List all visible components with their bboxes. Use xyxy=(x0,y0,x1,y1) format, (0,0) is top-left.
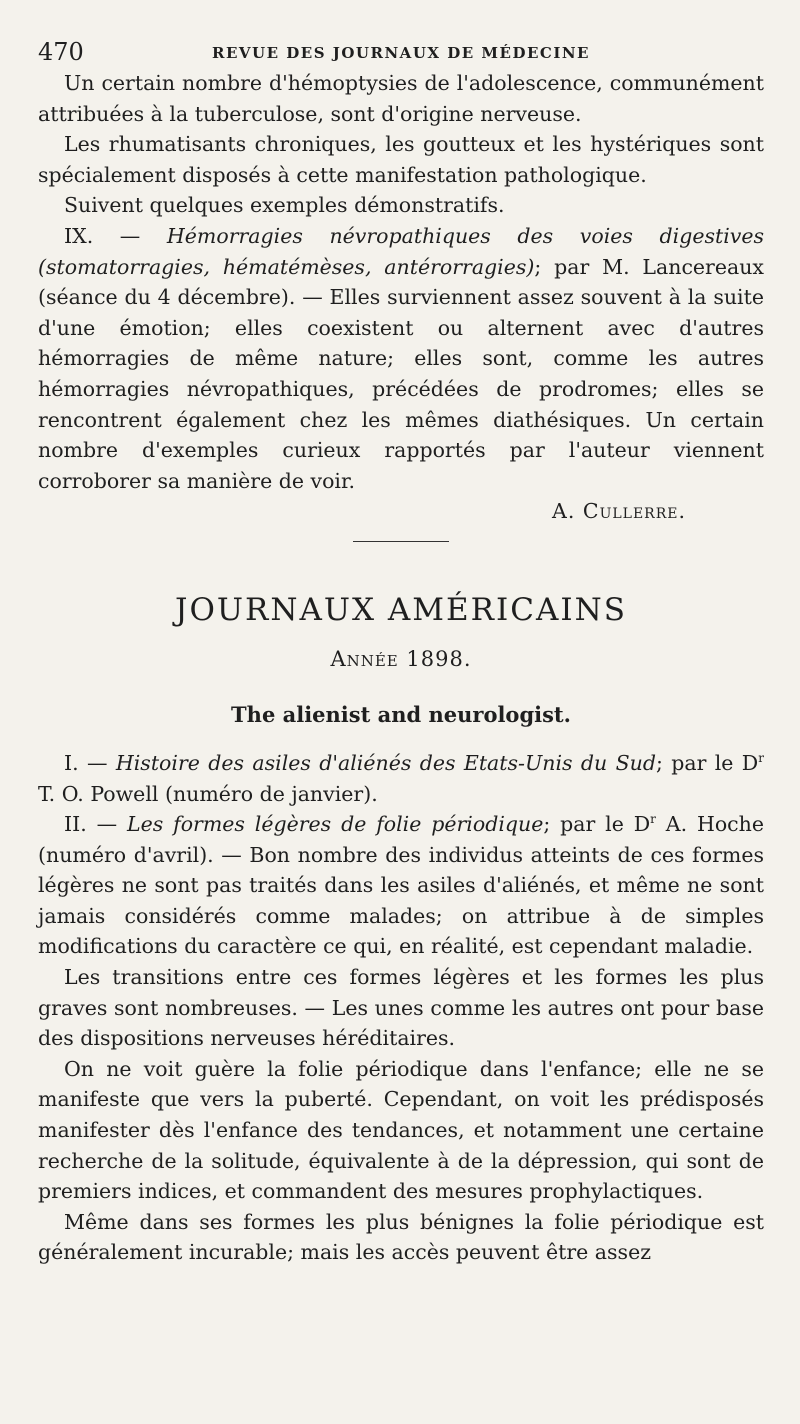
article-i-prefix: ; par le D xyxy=(655,750,759,775)
journal-name: The alienist and neurologist. xyxy=(231,701,571,727)
paragraph-hemoptysies: Un certain nombre d'hémoptysies de l'adolescence, communément attribuées à la tuberculose, sont d'origine nerveuse. xyxy=(38,71,764,126)
article-i-text: T. O. Powell (numéro de janvier). xyxy=(38,781,378,806)
running-title: REVUE DES JOURNAUX DE MÉDECINE xyxy=(211,44,590,62)
journal-page xyxy=(38,34,764,1268)
article-ix-text: ; par M. Lancereaux (séance du 4 décembre). — Elles surviennent assez souvent à la suite d'une émotion; elles coexistent ou alternent avec d'autres hémorragies de même nature; elles sont, comme les autres hémorragies névropathiques, précédées de prodromes; elles se rencontrent également chez les mêmes diathésiques. Un certain nombre d'exemples curieux rapportés par l'auteur viennent corroborer sa manière de voir. xyxy=(38,254,764,493)
paragraph-exemples: Suivent quelques exemples démonstratifs. xyxy=(64,193,505,218)
article-ii xyxy=(38,809,764,962)
section-title: JOURNAUX AMÉRICAINS xyxy=(175,591,627,628)
article-i xyxy=(38,748,764,809)
article-ii-prefix: ; par le D xyxy=(543,812,651,837)
author-signature: A. Cullerre. xyxy=(552,499,686,524)
paragraph-transitions: Les transitions entre ces formes légères et les formes les plus graves sont nombreuses. — Les unes comme les autres ont pour base des dispositions nerveuses héréditaires. xyxy=(38,965,764,1051)
article-ii-text: A. Hoche (numéro d'avril). — Bon nombre des individus atteints de ces formes légères ne sont pas traités dans les asiles d'aliénés, et même ne sont jamais considérés comme malades; on attribue à de simples modifications du caractère ce qui, en réalité, est cependant maladie. xyxy=(38,812,764,959)
page-number: 470 xyxy=(38,38,84,66)
paragraph-enfance: On ne voit guère la folie périodique dans l'enfance; elle ne se manifeste que vers la puberté. Cependant, on voit les prédisposés manifester dès l'enfance des tendances, et notamment une certaine recherche de la solitude, équivalente à de la dépression, qui sont de premiers indices, et commandent des mesures prophylactiques. xyxy=(38,1056,764,1204)
article-ix xyxy=(38,221,764,496)
article-ii-sup: r xyxy=(650,812,656,827)
article-ix-title: Hémorragies névropathiques des voies digestives (stomatorragies, hématémèses, antérorragies) xyxy=(38,223,764,279)
paragraph-rhumatisants: Les rhumatisants chroniques, les goutteux et les hystériques sont spécialement disposés à cette manifestation pathologique. xyxy=(38,132,764,187)
article-ix-number: IX. — xyxy=(64,223,167,248)
article-ii-number: II. — xyxy=(64,812,127,837)
article-i-number: I. — xyxy=(64,750,116,775)
section-divider xyxy=(353,541,449,542)
section-year: Année 1898. xyxy=(330,646,472,671)
article-i-title: Histoire des asiles d'aliénés des Etats-Unis du Sud xyxy=(115,750,656,775)
paragraph-incurable: Même dans ses formes les plus bénignes la folie périodique est généralement incurable; mais les accès peuvent être assez xyxy=(38,1209,764,1265)
article-ii-title: Les formes légères de folie périodique xyxy=(126,812,544,837)
running-head xyxy=(38,34,764,68)
article-i-sup: r xyxy=(758,751,764,766)
